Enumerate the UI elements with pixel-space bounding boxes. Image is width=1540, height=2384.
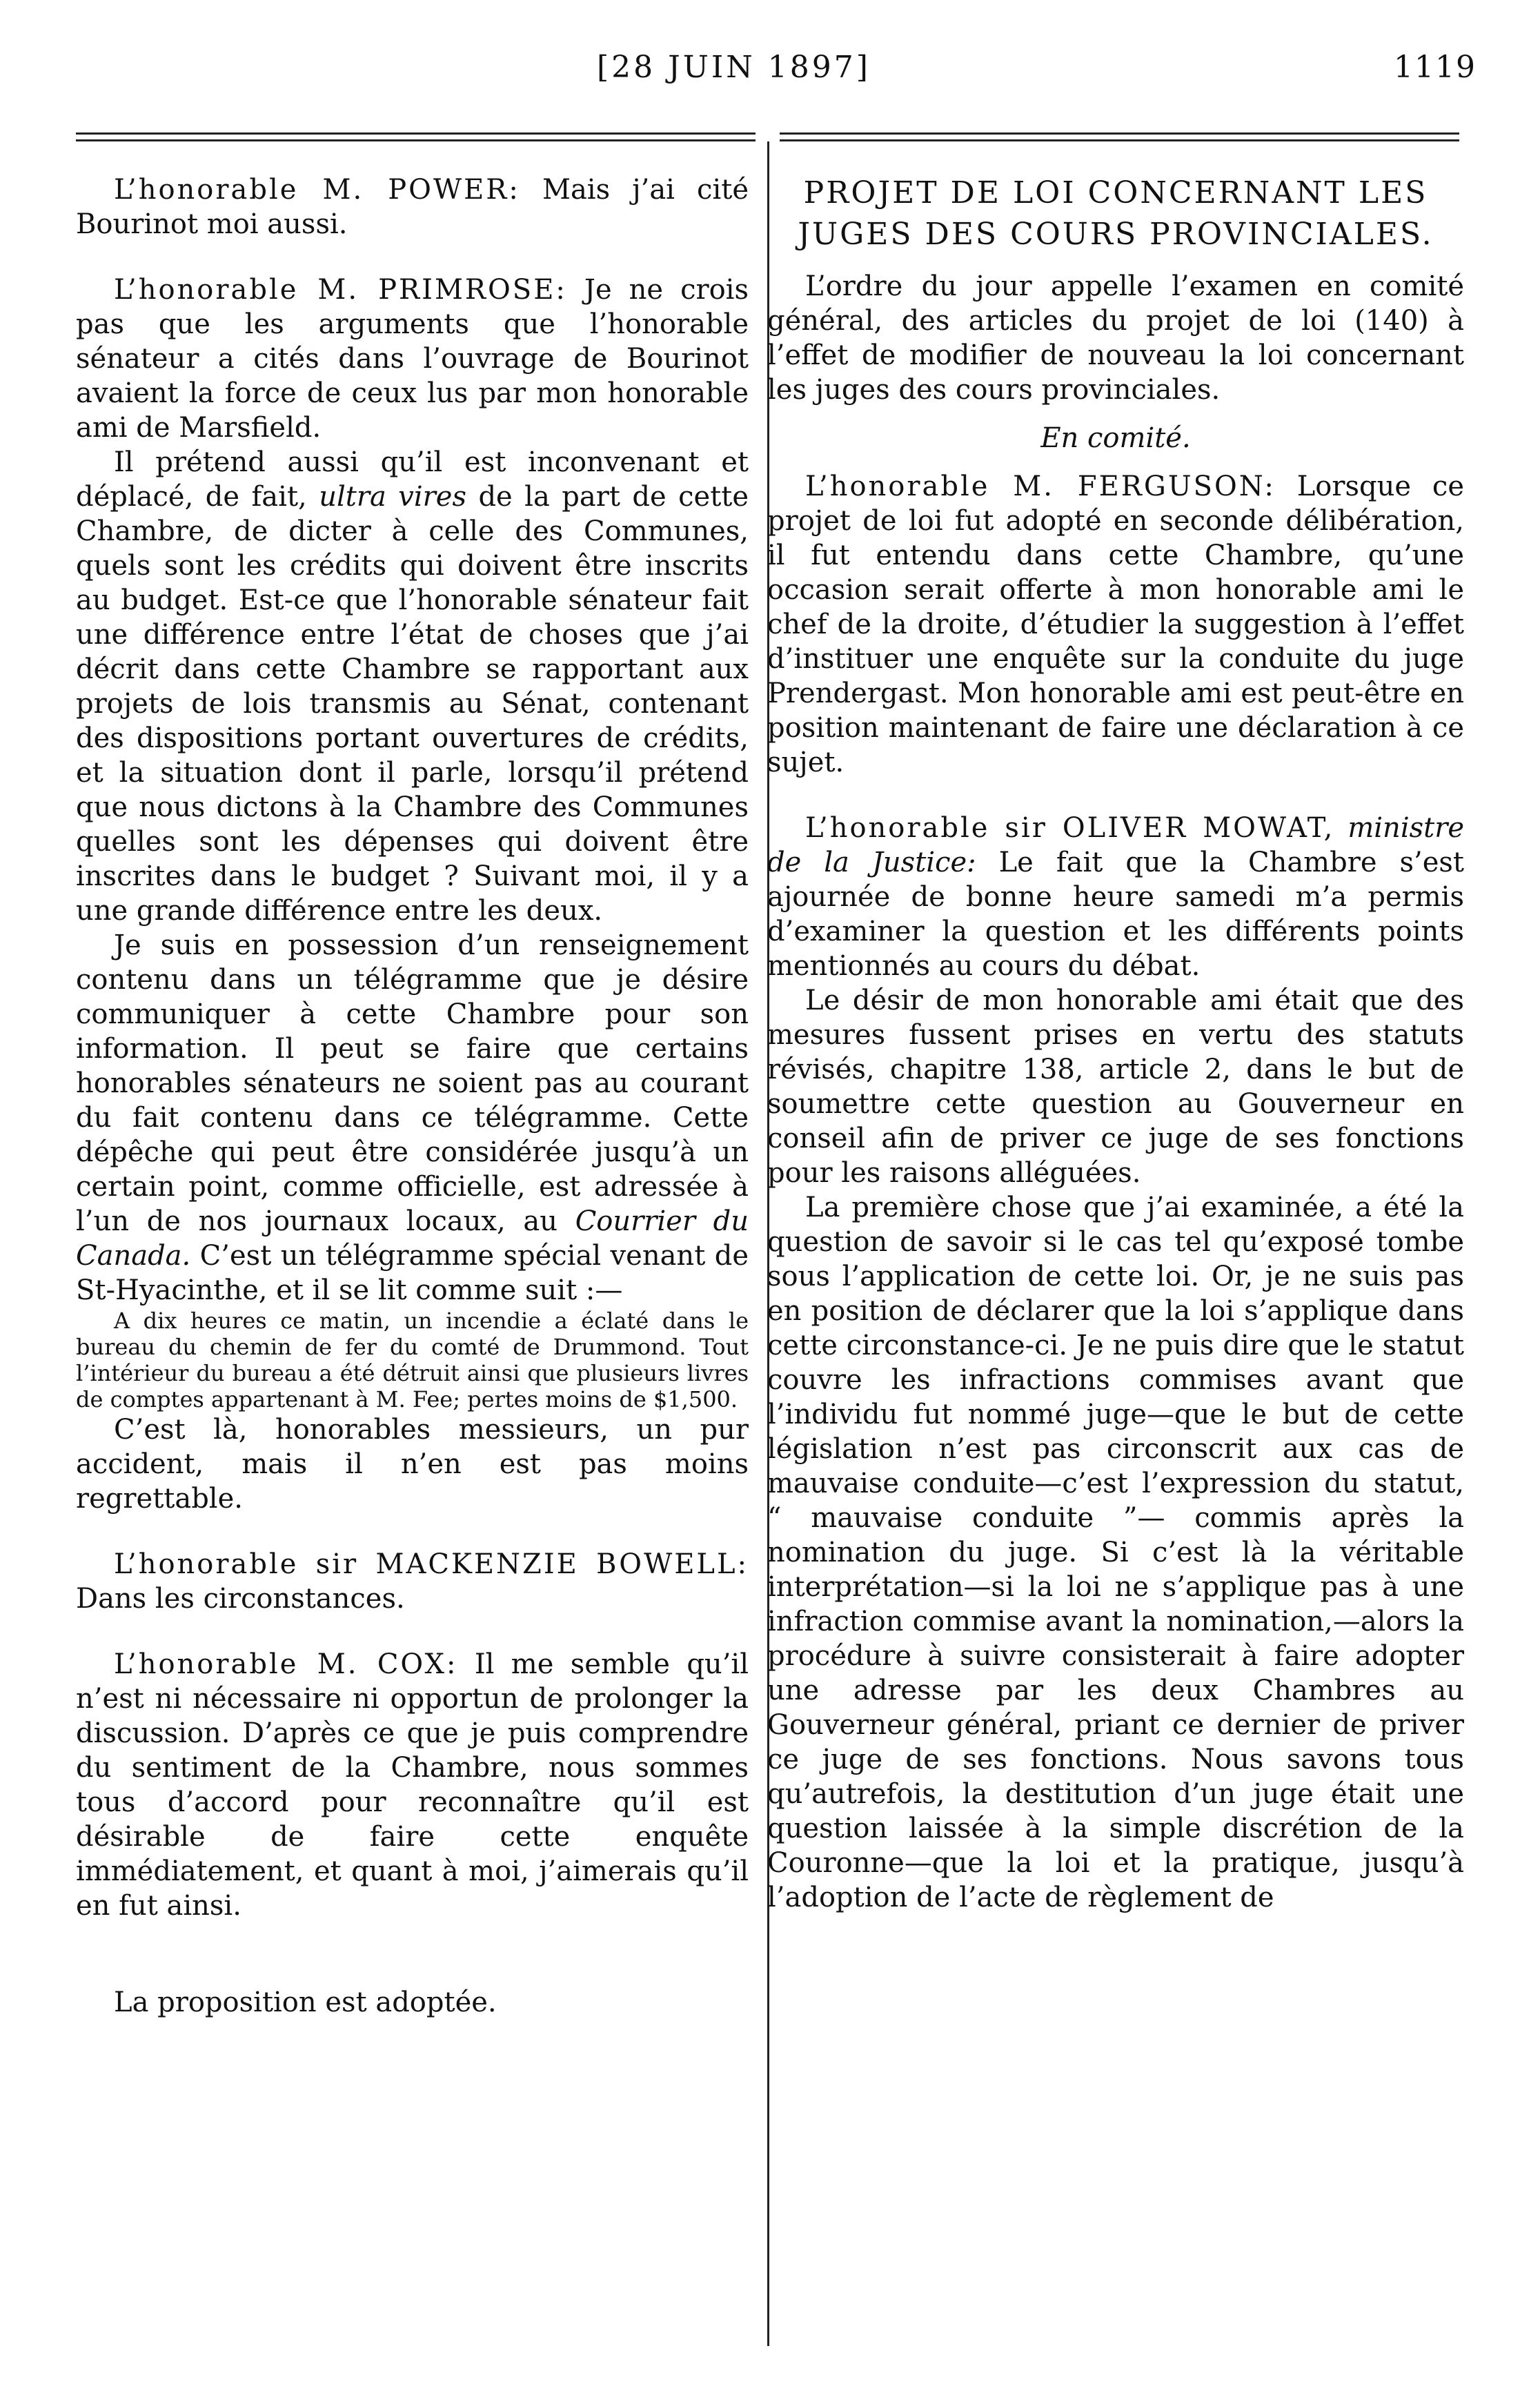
telegram-quote: A dix heures ce matin, un incendie a éclaté dans le bureau du chemin de fer du comté de Drummond. Tout l’intérieur du bureau a été détruit ainsi que plusieurs livres de comptes appartenant à M. Fee; pertes moins de $1,500. bbox=[76, 1308, 749, 1412]
motion-adopted: La proposition est adoptée. bbox=[114, 1987, 497, 2018]
section-title: PROJET DE LOI CONCERNANT LES JUGES DES COURS PROVINCIALES. bbox=[798, 175, 1434, 252]
page-header bbox=[0, 50, 1540, 105]
page-number: 1119 bbox=[1394, 50, 1477, 85]
speech-text: Le fait que la Chambre s’est ajournée de bonne heure samedi m’a permis d’examiner la question et les différents points mentionnés au cours du débat. bbox=[767, 847, 1464, 982]
paragraph-cox bbox=[76, 1647, 749, 1923]
header-rule-right-2 bbox=[780, 139, 1459, 141]
speech-text: de la part de cette Chambre, de dicter à celle des Communes, quels sont les crédits qui doivent être inscrits au budget. Est-ce que l’honorable sénateur fait une différence entre l’état de choses que j’ai décrit dans cette Chambre se rapportant aux projets de lois transmis au Sénat, contenant des dispositions portant ouvertures de crédits, et la situation dont il parle, lorsqu’il prétend que nous dictons à la Chambre des Communes quelles sont les dépenses qui doivent être inscrites dans le budget ? Suivant moi, il y a une grande différence entre les deux. bbox=[76, 481, 749, 927]
header-rule-left-2 bbox=[76, 139, 756, 141]
speech-text: Je ne crois pas que les arguments que l’honorable sénateur a cités dans l’ouvrage de Bourinot avaient la force de ceux lus par mon honorable ami de Marsfield. bbox=[76, 274, 749, 444]
speech-text: C’est un télégramme spécial venant de St-Hyacinthe, et il se lit comme suit :— bbox=[76, 1240, 749, 1306]
speaker-name: L’honorable M. COX: bbox=[114, 1648, 458, 1680]
paragraph-primrose bbox=[76, 273, 749, 445]
left-column bbox=[76, 173, 749, 2020]
paragraph-mowat-3: La première chose que j’ai examinée, a été la question de savoir si le cas tel qu’exposé tombe sous l’application de cette loi. Or, je ne suis pas en position de déclarer que la loi s’applique dans cette circonstance-ci. Je ne puis dire que le statut couvre les infractions commises avant que l’individu fut nommé juge—que le but de cette législation n’est pas circonscrit aux cas de mauvaise conduite—c’est l’expression du statut, “ mauvaise conduite ”— commis après la nomination du juge. Si c’est là la véritable interprétation—si la loi ne s’applique pas à une infraction commise avant la nomination,—alors la procédure à suivre consisterait à faire adopter une adresse par les deux Chambres au Gouverneur général, priant ce dernier de priver ce juge de ses fonctions. Nous savons tous qu’autrefois, la destitution d’un juge était une question laissée à la simple discrétion de la Couronne—que la loi et la pratique, jusqu’à l’adoption de l’acte de règlement de bbox=[767, 1192, 1464, 1913]
header-rule-right-1 bbox=[780, 132, 1459, 135]
speech-text: Il prétend aussi qu’il est inconvenant et déplacé, de fait, bbox=[76, 446, 749, 513]
header-rule-left-1 bbox=[76, 132, 756, 135]
latin-phrase: ultra vires bbox=[319, 481, 466, 513]
speaker-name: L’honorable M. PRIMROSE: bbox=[114, 274, 567, 306]
paragraph-power bbox=[76, 173, 749, 242]
paragraph-ferguson bbox=[767, 469, 1464, 780]
speech-text: Dans les circonstances. bbox=[76, 1583, 405, 1615]
paragraph-primrose-3 bbox=[76, 928, 749, 1308]
en-comite bbox=[767, 421, 1464, 455]
speaker-name: L’honorable M. FERGUSON: bbox=[805, 471, 1276, 502]
newspaper-name: Courrier du Canada. bbox=[76, 1205, 749, 1272]
speech-text: Il me semble qu’il n’est ni nécessaire ni opportun de prolonger la discussion. D’après ce que je puis comprendre du sentiment de la Chambre, nous sommes tous d’accord pour reconnaître qu’il est désirable de faire cette enquête immédiatement, et quant à moi, j’aimerais qu’il en fut ainsi. bbox=[76, 1648, 749, 1922]
order-of-day: L’ordre du jour appelle l’examen en comité général, des articles du projet de loi (140) à l’effet de modifier de nouveau la loi concernant les juges des cours provinciales. bbox=[767, 270, 1464, 406]
speaker-name: L’honorable sir MACKENZIE BOWELL: bbox=[114, 1548, 749, 1580]
paragraph-mowat-2: Le désir de mon honorable ami était que des mesures fussent prises en vertu des statuts révisés, chapitre 138, article 2, dans le but de soumettre cette question au Gouverneur en conseil afin de priver ce juge de ses fonctions pour les raisons alléguées. bbox=[767, 985, 1464, 1189]
paragraph-mowat bbox=[767, 811, 1464, 983]
header-date: [28 JUIN 1897] bbox=[597, 50, 871, 85]
committee-label: En comité. bbox=[1040, 422, 1191, 454]
paragraph-bowell bbox=[76, 1547, 749, 1616]
paragraph-primrose-2 bbox=[76, 445, 749, 928]
speaker-role: ministre de la Justice: bbox=[767, 812, 1464, 878]
speaker-name: L’honorable M. POWER: bbox=[114, 174, 520, 206]
speech-text: Je suis en possession d’un renseignement contenu dans un télégramme que je désire communiquer à cette Chambre pour son information. Il peut se faire que certains honorables sénateurs ne soient pas au courant du fait contenu dans ce télégramme. Cette dépêche qui peut être considérée jusqu’à un certain point, comme officielle, est adressée à l’un de nos journaux locaux, au bbox=[76, 929, 749, 1237]
speech-text: Lorsque ce projet de loi fut adopté en seconde délibération, il fut entendu dans cette Chambre, qu’une occasion serait offerte à mon honorable ami le chef de la droite, d’étudier la suggestion à l’effet d’instituer une enquête sur la conduite du juge Prendergast. Mon honorable ami est peut-être en position maintenant de faire une déclaration à ce sujet. bbox=[767, 471, 1464, 778]
speaker-name: L’honorable sir OLIVER MOWAT, bbox=[805, 812, 1335, 844]
paragraph-primrose-4: C’est là, honorables messieurs, un pur accident, mais il n’en est pas moins regrettable. bbox=[76, 1414, 749, 1515]
right-column bbox=[767, 173, 1464, 1915]
speech-text: Mais j’ai cité Bourinot moi aussi. bbox=[76, 174, 749, 240]
